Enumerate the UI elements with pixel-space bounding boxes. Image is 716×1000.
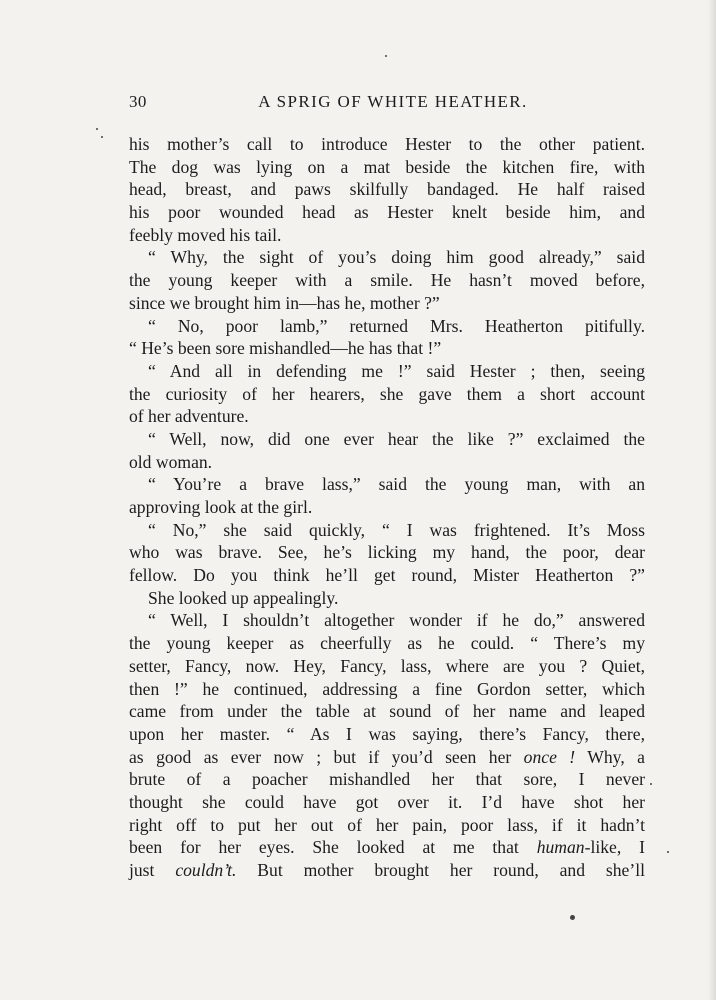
text-line: setter, Fancy, now. Hey, Fancy, lass, where are you ? Quiet, (129, 655, 645, 676)
page-edge (708, 0, 716, 1000)
text-line: “ You’re a brave lass,” said the young man, with an (148, 474, 645, 495)
body-text (129, 133, 645, 882)
text-line: of her adventure. (129, 406, 249, 427)
ink-speck (96, 128, 98, 130)
text-line: just couldn’t. But mother brought her round, and she’ll (129, 860, 645, 880)
text-line: feebly moved his tail. (129, 224, 282, 245)
ink-speck (570, 915, 575, 920)
emphasis: human (536, 837, 585, 858)
emphasis: couldn’t. (175, 860, 237, 880)
ink-speck (650, 783, 652, 785)
text-line: upon her master. “ As I was saying, there’s Fancy, there, (129, 723, 645, 744)
text-line: then !” he continued, addressing a fine Gordon setter, which (129, 678, 645, 699)
text-line: since we brought him in—has he, mother ?” (129, 292, 440, 313)
text-line: his mother’s call to introduce Hester to the other patient. (129, 134, 645, 154)
text-line: who was brave. See, he’s licking my hand, the poor, dear (129, 542, 645, 563)
text-line: “ No,” she said quickly, “ I was frightened. It’s Moss (148, 519, 645, 540)
text-line: “ Well, now, did one ever hear the like ?” exclaimed the (148, 428, 645, 449)
text-line: “ No, poor lamb,” returned Mrs. Heatherton pitifully. (148, 315, 645, 336)
text-line: She looked up appealingly. (148, 587, 339, 608)
text-line: “ And all in defending me !” said Hester ; then, seeing (148, 360, 645, 381)
text-line: The dog was lying on a mat beside the kitchen fire, with (129, 156, 645, 177)
text-line: as good as ever now ; but if you’d seen her once ! Why, a (129, 746, 645, 767)
text-line: thought she could have got over it. I’d have shot her (129, 791, 645, 812)
text-line: his poor wounded head as Hester knelt beside him, and (129, 202, 645, 223)
text-line: “ Well, I shouldn’t altogether wonder if he do,” answered (148, 610, 645, 631)
text-line: the young keeper as cheerfully as he could. “ There’s my (129, 633, 645, 654)
text-line: been for her eyes. She looked at me that human-like, I (129, 837, 645, 858)
ink-speck (101, 136, 103, 138)
text-line: fellow. Do you think he’ll get round, Mister Heatherton ?” (129, 565, 645, 586)
text-line: right off to put her out of her pain, poor lass, if it hadn’t (129, 814, 645, 835)
text-line: “ He’s been sore mishandled—he has that !” (129, 338, 442, 359)
page-number: 30 (129, 92, 147, 111)
text-line: the young keeper with a smile. He hasn’t moved before, (129, 270, 645, 291)
text-line: old woman. (129, 451, 213, 472)
ink-speck (385, 55, 387, 57)
ink-speck (667, 851, 669, 853)
text-line: approving look at the girl. (129, 497, 313, 517)
text-line: “ Why, the sight of you’s doing him good already,” said (148, 247, 645, 268)
running-head-title: A SPRIG OF WHITE HEATHER. (258, 92, 528, 111)
text-line: brute of a poacher mishandled her that sore, I never (129, 769, 645, 790)
text-line: came from under the table at sound of her name and leaped (129, 701, 645, 722)
text-line: the curiosity of her hearers, she gave them a short account (129, 383, 645, 404)
emphasis: once ! (523, 746, 576, 767)
text-line: head, breast, and paws skilfully bandaged. He half raised (129, 179, 645, 200)
